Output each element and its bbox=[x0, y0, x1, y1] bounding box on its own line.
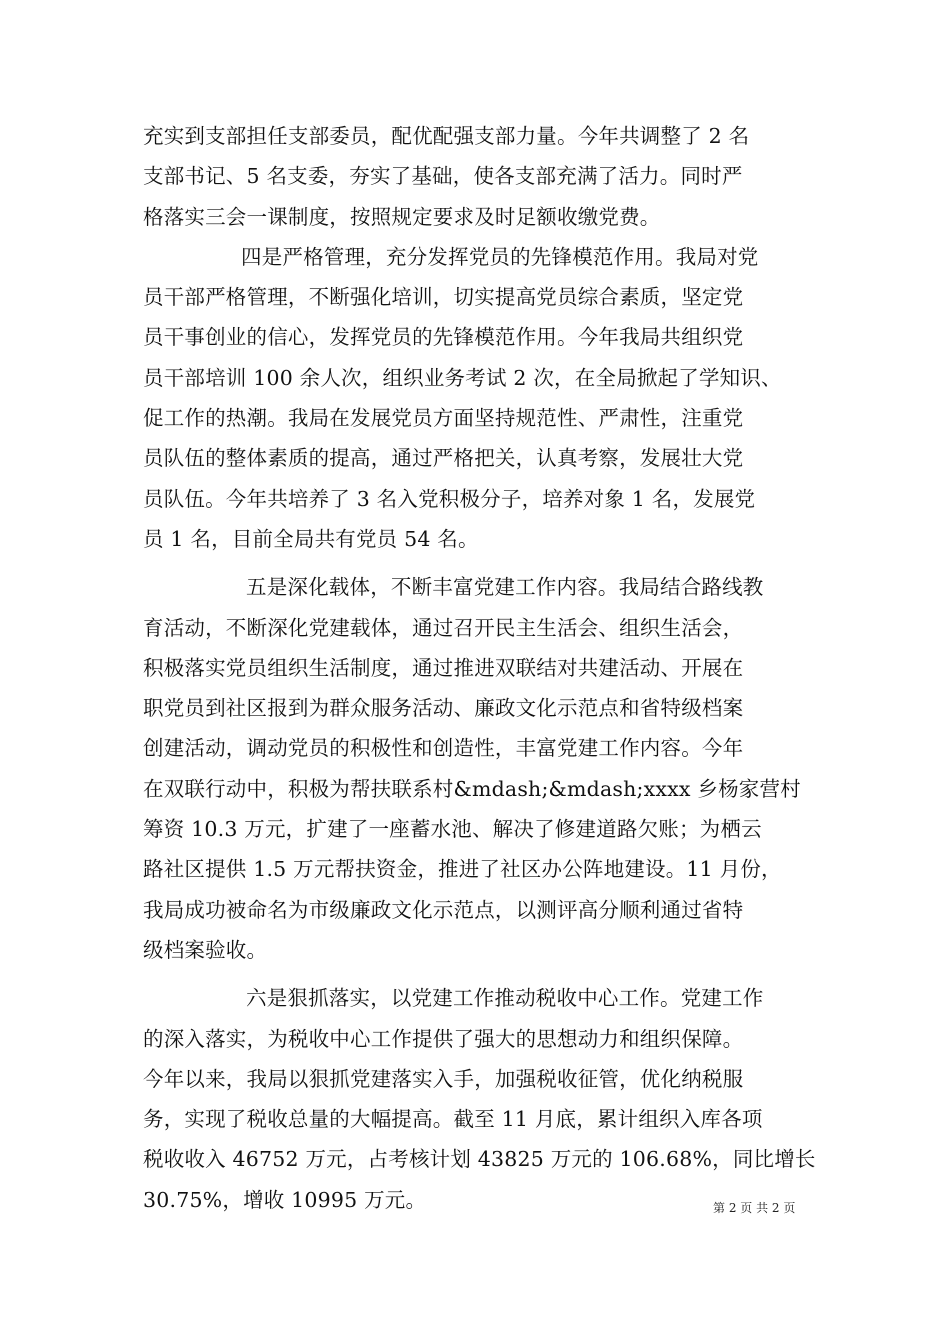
paragraph-line: 员 1 名，目前全局共有党员 54 名。 bbox=[143, 526, 479, 551]
paragraph-line: 格落实三会一课制度，按照规定要求及时足额收缴党费。 bbox=[143, 204, 661, 229]
paragraph-4 bbox=[143, 978, 816, 1220]
paragraph-line: 筹资 10.3 万元，扩建了一座蓄水池、解决了修建道路欠账；为栖云 bbox=[143, 817, 762, 842]
paragraph-line: 级档案验收。 bbox=[143, 937, 268, 962]
paragraph-line: 员干部培训 100 余人次，组织业务考试 2 次，在全局掀起了学知识、 bbox=[143, 365, 782, 390]
paragraph-line: 员队伍的整体素质的提高，通过严格把关，认真考察，发展壮大党 bbox=[143, 446, 744, 471]
paragraph-line: 积极落实党员组织生活制度，通过推进双联结对共建活动、开展在 bbox=[143, 655, 744, 680]
paragraph-line: 30.75%，增收 10995 万元。 bbox=[143, 1187, 427, 1212]
paragraph-line: 支部书记、5 名支委，夯实了基础，使各支部充满了活力。同时严 bbox=[143, 164, 743, 189]
paragraph-line: 务，实现了税收总量的大幅提高。截至 11 月底，累计组织入库各项 bbox=[143, 1107, 763, 1132]
paragraph-line: 税收收入 46752 万元，占考核计划 43825 万元的 106.68%，同比增长 bbox=[143, 1147, 816, 1172]
paragraph-line: 促工作的热潮。我局在发展党员方面坚持规范性、严肃性，注重党 bbox=[143, 406, 744, 431]
paragraph-line: 的深入落实，为税收中心工作提供了强大的思想动力和组织保障。 bbox=[143, 1026, 744, 1051]
paragraph-line: 五是深化载体，不断丰富党建工作内容。我局结合路线教 bbox=[246, 575, 764, 600]
document-body bbox=[143, 116, 816, 1220]
page-number: 第 2 页 共 2 页 bbox=[713, 1201, 796, 1215]
paragraph-line: 今年以来，我局以狠抓党建落实入手，加强税收征管，优化纳税服 bbox=[143, 1066, 744, 1091]
paragraph-line: 员队伍。今年共培养了 3 名入党积极分子，培养对象 1 名，发展党 bbox=[143, 486, 756, 511]
paragraph-line: 充实到支部担任支部委员，配优配强支部力量。今年共调整了 2 名 bbox=[143, 124, 750, 148]
paragraph-line: 员干事创业的信心，发挥党员的先锋模范作用。今年我局共组织党 bbox=[143, 325, 744, 350]
paragraph-line: 路社区提供 1.5 万元帮扶资金，推进了社区办公阵地建设。11 月份， bbox=[143, 857, 782, 882]
paragraph-gap bbox=[143, 970, 813, 978]
paragraph-line: 六是狠抓落实，以党建工作推动税收中心工作。党建工作 bbox=[246, 986, 764, 1011]
paragraph-line: 员干部严格管理，不断强化培训，切实提高党员综合素质，坚定党 bbox=[143, 285, 744, 310]
paragraph-3 bbox=[143, 567, 813, 970]
paragraph-line: 在双联行动中，积极为帮扶联系村&mdash;&mdash;xxxx 乡杨家营村 bbox=[143, 776, 801, 801]
paragraph-1 bbox=[143, 116, 813, 237]
paragraph-line: 四是严格管理，充分发挥党员的先锋模范作用。我局对党 bbox=[241, 244, 759, 269]
paragraph-gap bbox=[143, 559, 813, 567]
paragraph-line: 职党员到社区报到为群众服务活动、廉政文化示范点和省特级档案 bbox=[143, 696, 744, 721]
paragraph-line: 育活动，不断深化党建载体，通过召开民主生活会、组织生活会， bbox=[143, 615, 744, 640]
paragraph-line: 我局成功被命名为市级廉政文化示范点，以测评高分顺利通过省特 bbox=[143, 897, 744, 922]
paragraph-line: 创建活动，调动党员的积极性和创造性，丰富党建工作内容。今年 bbox=[143, 736, 744, 761]
paragraph-2 bbox=[143, 237, 813, 559]
